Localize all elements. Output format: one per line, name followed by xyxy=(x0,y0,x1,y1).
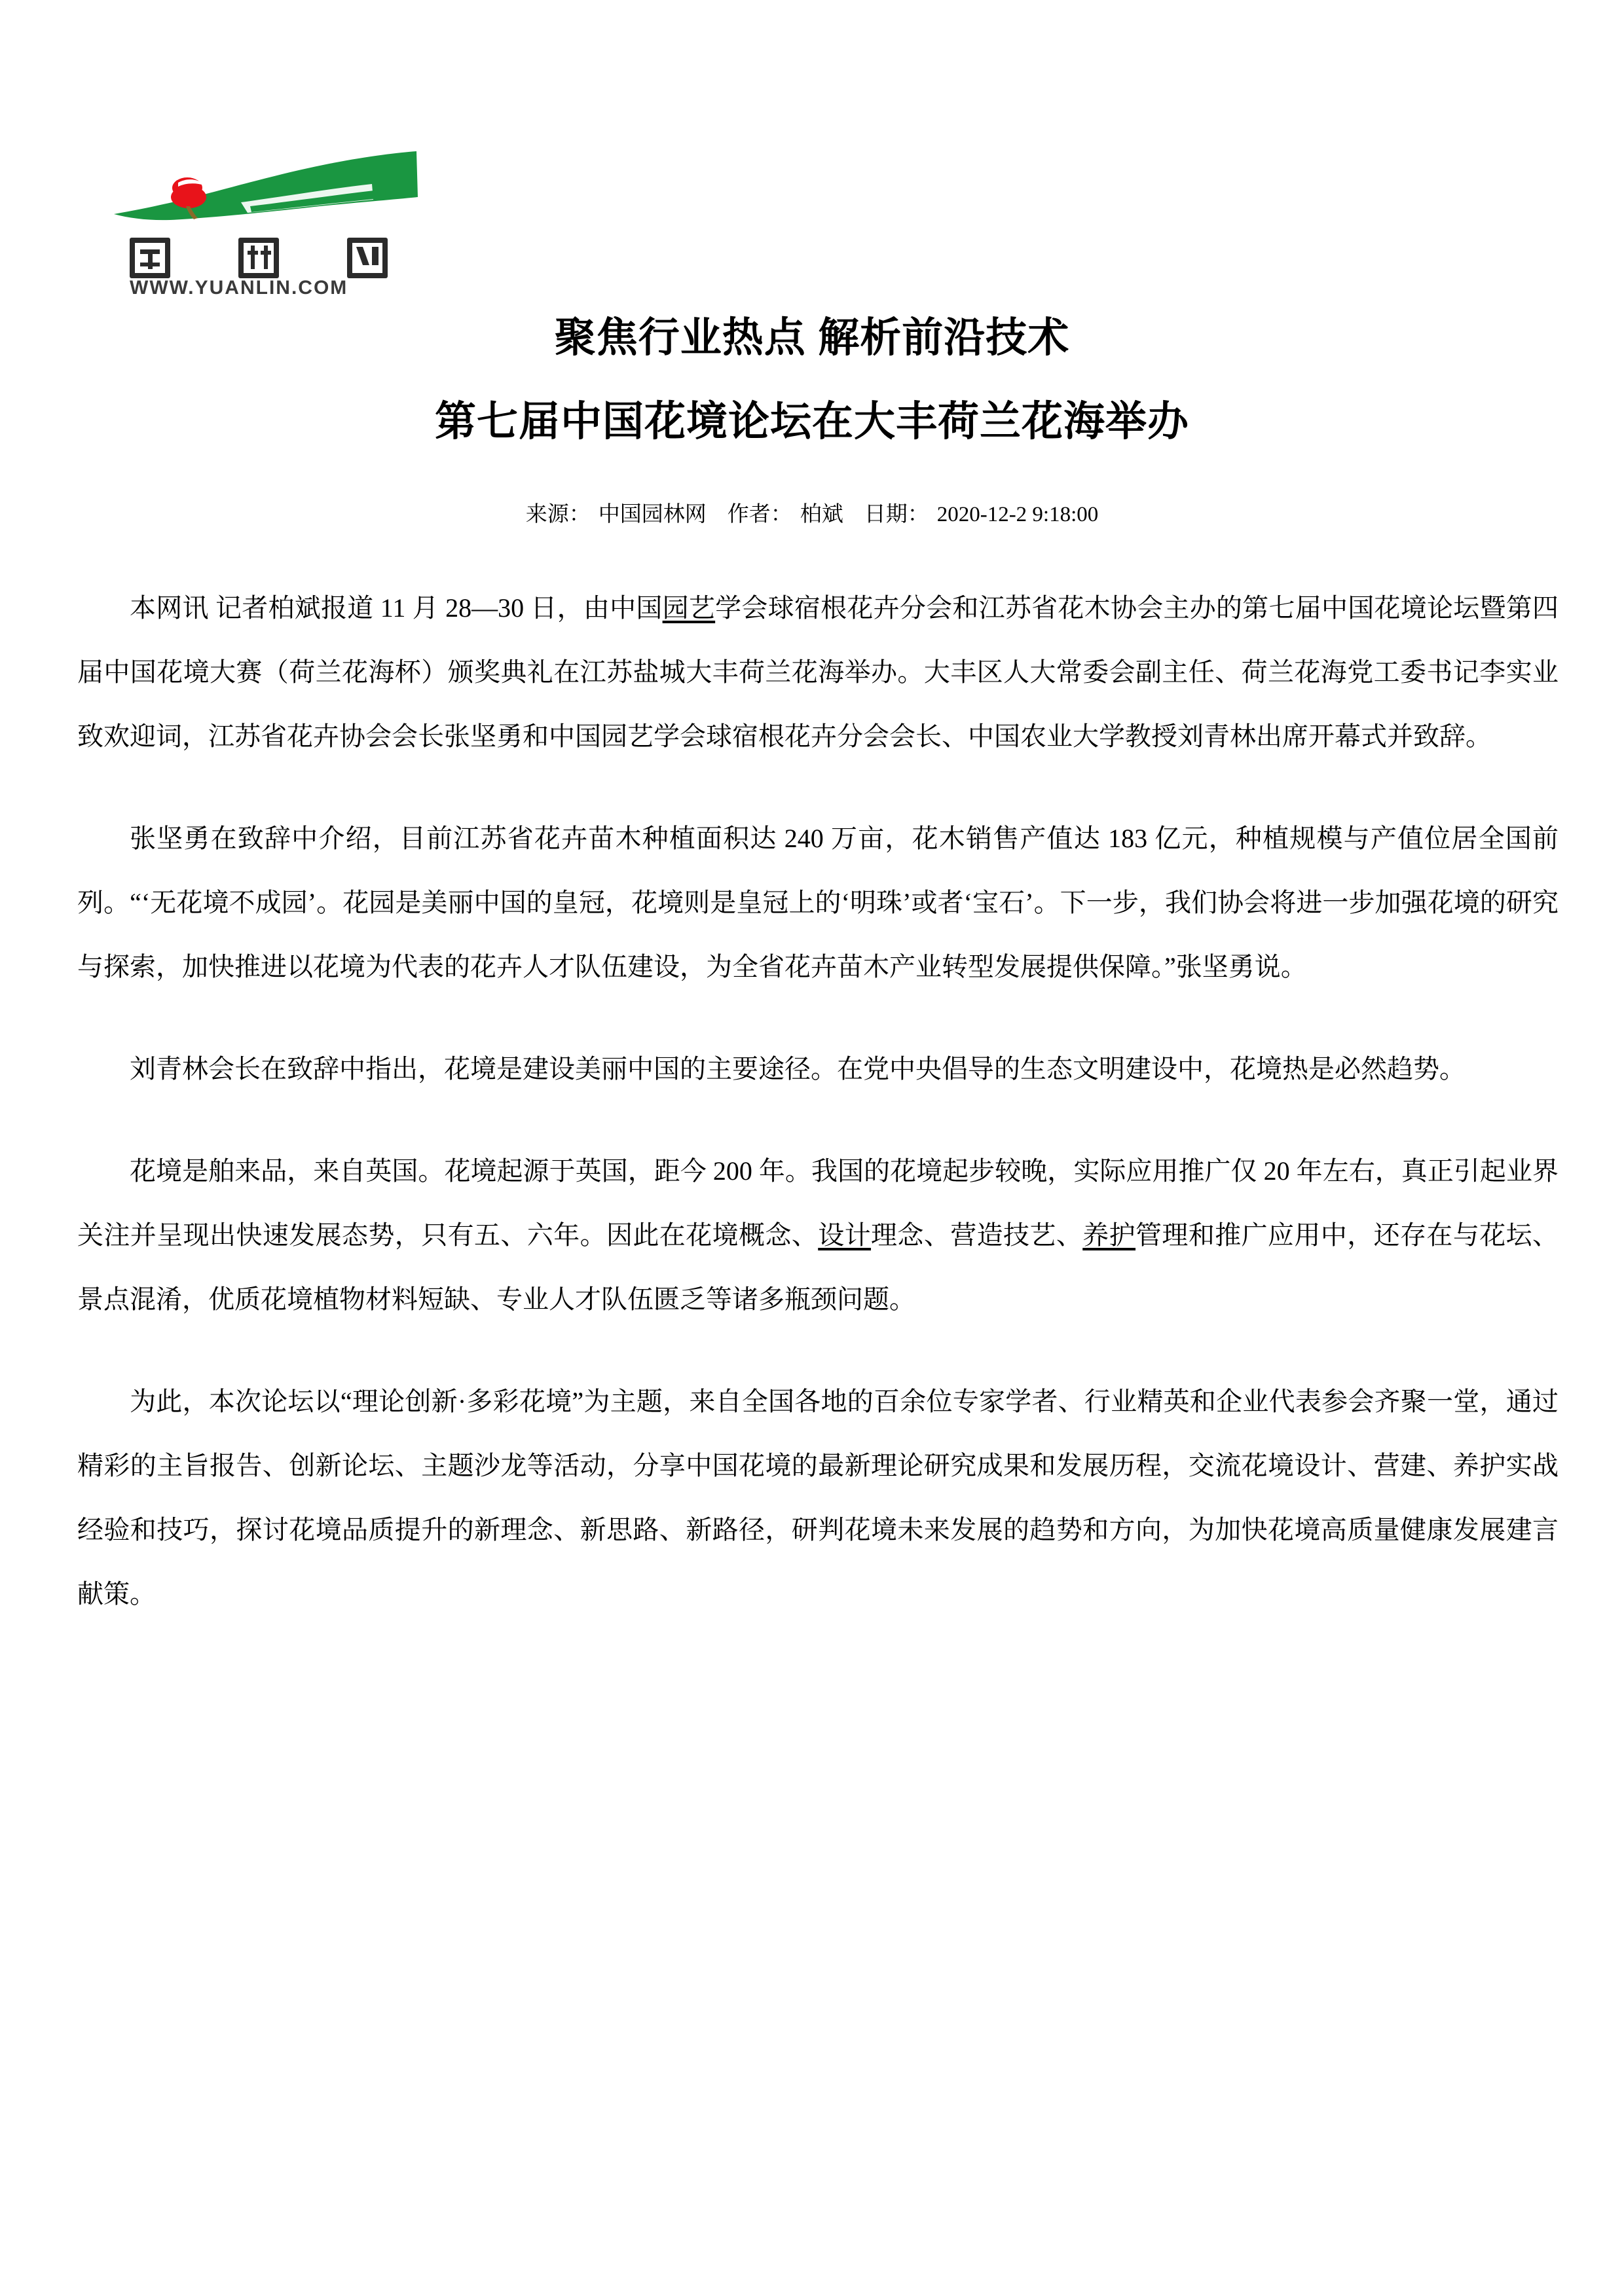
date-label: 日期： xyxy=(864,503,929,526)
headline-line-1: 聚焦行业热点 解析前沿技术 xyxy=(554,315,1070,361)
article-paragraph xyxy=(77,1037,1559,1101)
author-label: 作者： xyxy=(727,503,792,526)
inline-keyword-link[interactable]: 园艺 xyxy=(662,593,716,623)
article-paragraph xyxy=(77,807,1559,999)
inline-keyword-link[interactable]: 设计 xyxy=(818,1220,872,1250)
article-paragraph xyxy=(77,1370,1559,1626)
paragraph-text: 刘青林会长在致辞中指出，花境是建设美丽中国的主要途径。在党中央倡导的生态文明建设中，花境热是必然趋势。 xyxy=(130,1054,1466,1084)
paragraph-text: 理念、营造技艺、 xyxy=(871,1220,1083,1250)
author-value: 柏斌 xyxy=(800,503,843,526)
inline-keyword-link[interactable]: 养护 xyxy=(1082,1220,1136,1250)
byline xyxy=(0,499,1624,530)
article-paragraph xyxy=(77,1139,1559,1332)
paragraph-text: 本网讯 记者柏斌报道 11 月 28—30 日，由中国 xyxy=(130,593,663,623)
paragraph-text: 管理和推广应用中，还存在与花坛、景点混淆，优质花境植物材料短缺、专业人才队伍匮乏等诸多瓶颈问题。 xyxy=(77,1220,1559,1314)
paragraph-text: 学会球宿根花卉分会和江苏省花木协会主办的第七届中国花境论坛暨第四届中国花境大赛（荷兰花海杯）颁奖典礼在江苏盐城大丰荷兰花海举办。大丰区人大常委会副主任、荷兰花海党工委书记李实业致欢迎词，江苏省花卉协会会长张坚勇和中国园艺学会球宿根花卉分会会长、中国农业大学教授刘青林出席开幕式并致辞。 xyxy=(77,593,1559,751)
svg-text:WWW.YUANLIN.COM: WWW.YUANLIN.COM xyxy=(130,277,348,298)
yuanlin-logo-icon xyxy=(110,134,451,298)
paragraph-text: 为此，本次论坛以“理论创新·多彩花境”为主题，来自全国各地的百余位专家学者、行业精英和企业代表参会齐聚一堂，通过精彩的主旨报告、创新论坛、主题沙龙等活动，分享中国花境的最新理论研究成果和发展历程，交流花境设计、营建、养护实战经验和技巧，探讨花境品质提升的新理念、新思路、新路径，研判花境未来发展的趋势和方向，为加快花境高质量健康发展建言献策。 xyxy=(77,1387,1559,1609)
article-paragraph xyxy=(77,576,1559,769)
date-value: 2020-12-2 9:18:00 xyxy=(936,503,1099,526)
headline-line-2: 第七届中国花境论坛在大丰荷兰花海举办 xyxy=(435,399,1189,445)
page-title xyxy=(0,308,1624,452)
site-logo[interactable] xyxy=(110,134,451,298)
article-body xyxy=(77,576,1559,1626)
paragraph-text: 张坚勇在致辞中介绍，目前江苏省花卉苗木种植面积达 240 万亩，花木销售产值达 183 亿元，种植规模与产值位居全国前列。“‘无花境不成园’。花园是美丽中国的皇冠，花境则是皇冠上的‘明珠’或者‘宝石’。下一步，我们协会将进一步加强花境的研究与探索，加快推进以花境为代表的花卉人才队伍建设，为全省花卉苗木产业转型发展提供保障。”张坚勇说。 xyxy=(77,824,1559,981)
source-value: 中国园林网 xyxy=(598,503,707,526)
source-label: 来源： xyxy=(525,503,591,526)
paragraph-text: 花境是舶来品，来自英国。花境起源于英国，距今 200 年。我国的花境起步较晚，实际应用推广仅 20 年左右，真正引起业界关注并呈现出快速发展态势，只有五、六年。因此在花境概念、 xyxy=(77,1156,1559,1250)
